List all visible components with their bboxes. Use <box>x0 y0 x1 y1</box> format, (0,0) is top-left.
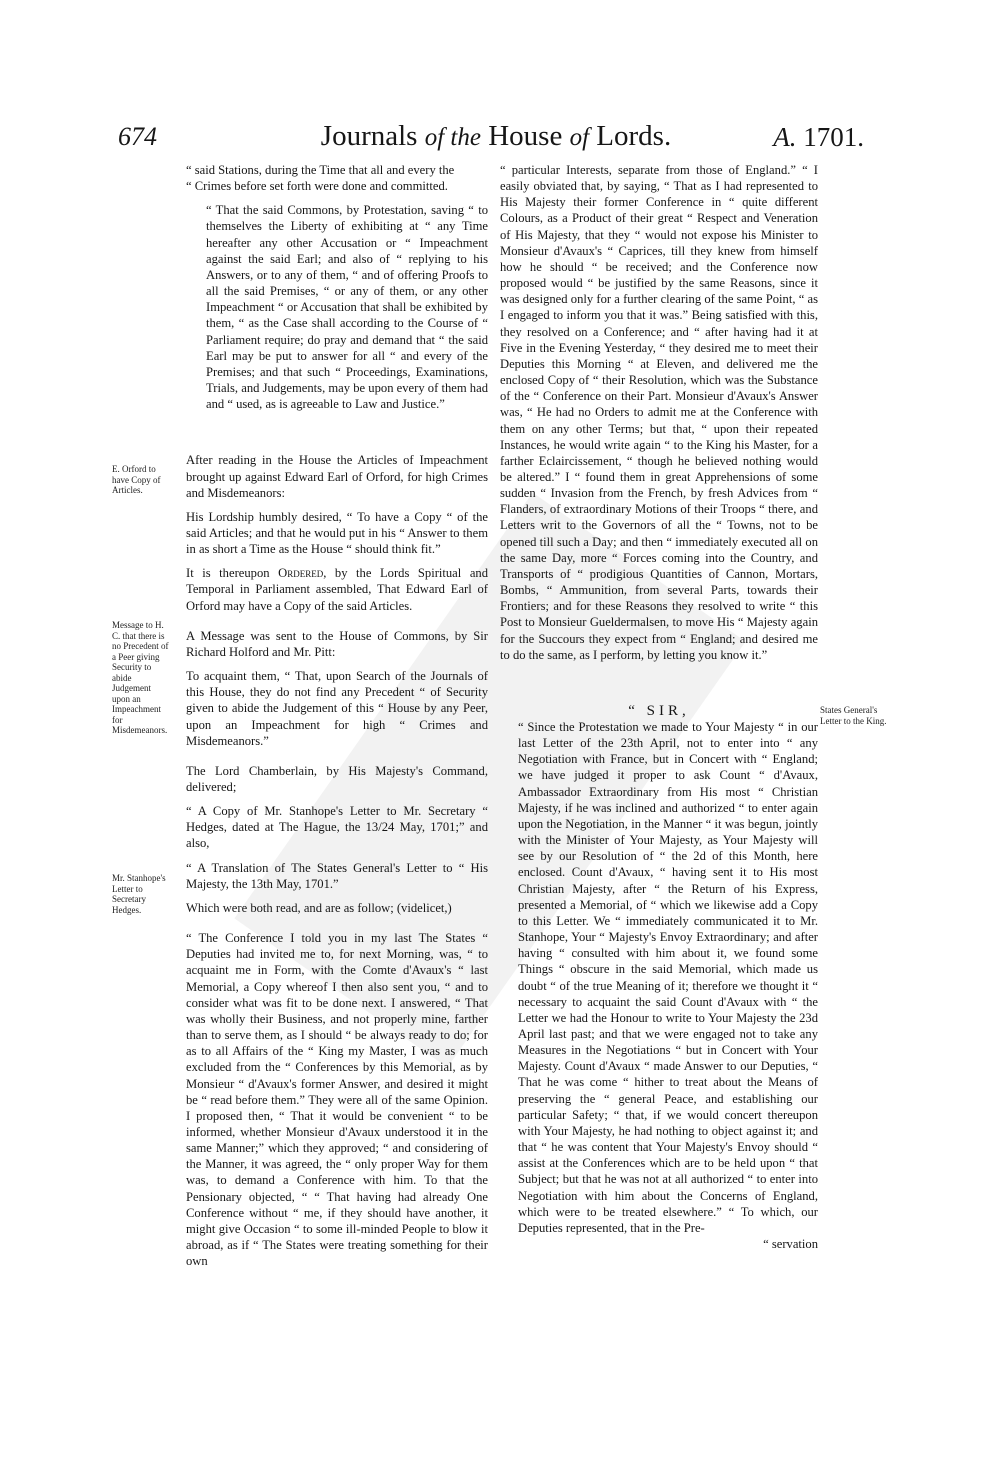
margin-note-stanhope: Mr. Stanhope's Letter to Secretary Hedges. <box>112 873 166 915</box>
message-paragraph: A Message was sent to the House of Commons, by Sir Richard Holford and Mr. Pitt: <box>186 628 488 659</box>
ordered-word: Ordered <box>278 566 324 581</box>
title-word-of: of <box>569 124 590 151</box>
margin-note-message: Message to H. C. that there is no Precedent of a Peer giving Security to abide Judgement upon an Impeachment for Misdemeanors. <box>112 620 169 735</box>
title-word-journals: Journals <box>320 120 418 152</box>
left-line-2: “ Crimes before set forth were done and committed. <box>186 179 448 194</box>
year-label <box>773 122 864 153</box>
ordered-body: , by the Lords Spiritual and Temporal in Parliament assembled, That Edward Earl of Orford may have a Copy of the said Articles. <box>186 566 488 613</box>
ordered-paragraph <box>168 565 488 613</box>
which-read-paragraph: Which were both read, and are as follow; (videlicet,) <box>186 900 452 915</box>
impeachment-reading-paragraph: After reading in the House the Articles of Impeachment brought up against Edward Earl of Orford, for high Crimes and Misdemeanors: <box>186 453 488 500</box>
margin-note-states-general: States General's Letter to the King. <box>820 705 887 726</box>
year-prefix: A. <box>773 122 797 152</box>
states-general-letter: “ Since the Protestation we made to Your Majesty “ in our last Letter of the 23th April, not to enter into “ any Negotiation with France, but in Concert with “ England; we have judged it proper to ask Count “ d'Avaux, Ambassador Extraordinary from His most “ Christian Majesty, if he was inclined and authorized “ to enter again upon the Negotiation, in the Manner “ it was begun, jointly with the Minister of Your Majesty, as Your Majesty will see by our Resolution of “ the 2d of this Month, here enclosed. Count d'Avaux, “ having sent it to His most Christian Majesty, after “ the Return of his Express, presented a Memorial, of “ which we likewise add a Copy to this Letter. We “ immediately communicated it to Mr. Stanhope, Your “ Majesty's Envoy Extraordinary; and after having “ consulted with him about it, we found some Things “ obscure in the said Memorial, which made us doubt “ of the true Meaning of it; therefore we thought it “ necessary to acquaint the said Count d'Avaux with “ the Letter we had the Honour to write to Your Majesty the 23d April last past; and that we were engaged not to take any Measures in the Negotiations “ but in Concert with Your Majesty. Count d'Avaux “ made Answer to our Deputies, “ That he was come “ hither to treat about the Means of preserving the “ general Peace, and establishing our particular Safety; “ that, if we would concert thereupon with Your Majesty, he had nothing to object against it; and that “ he was content that Your Majesty's Envoy should “ assist at the Conferences which are to be held upon “ that Subject; but that he was not at all authorized “ to enter into Negotiation with him about the Concerns of England, which were to be treated elsewhere.” “ To which, our Deputies represented, that in the Pre- <box>518 720 818 1235</box>
protestation-paragraph: “ That the said Commons, by Protestation, saving “ to themselves the Liberty of exhibiting at “ any Time hereafter any other Accusation or “ Impeachment against the said Earl; and also of “ replying to his Answers, or to any of them, “ and of offering Proofs to all the said Premises, “ or any of them, or any other Impeachment “ or Accusation that shall be exhibited by them, “ as the Case shall according to the Course of “ Parliament require; do pray and demand that “ the said Earl may be put to answer for all “ and every of the Premises; and that such “ Proceedings, Examinations, Trials, and Judgements, may be upon every of them had and “ used, as is agreeable to Law and Justice.” <box>206 203 488 412</box>
right-column <box>500 162 818 1252</box>
left-column <box>168 162 488 1269</box>
stanhope-letter-continued: “ particular Interests, separate from those of England.” “ I easily obviated that, by saying, “ That as I had represented to His Majesty their former Conference in “ quite different Colours, as a Product of their great “ Respect and Veneration of His Majesty, that they “ would not expose his Minister to Monsieur d'Avaux's “ Caprices, till they knew from himself how he should “ be received; and the Conference now proposed would “ be justified by the same Reasons, since it was designed only for a further clearing of the same Point, “ as I engaged to inform you that it was.” Being satisfied with this, they resolved on a Conference; and “ after having had it at Five in the Evening Yesterday, “ they desired me to meet their Deputies this Morning “ at Eleven, and delivered me the enclosed Copy of “ their Resolution, which was the Substance of the “ Conference on their Part. Monsieur d'Avaux's Answer was, “ He had no Orders to admit me at the Conference with them on any other Terms; but that, “ upon their repeated Instances, he would write again “ to the King his Master, for a farther Eclaircissement, “ though he believed nothing would be altered.” I “ found them in great Apprehensions of some sudden “ Invasion from the French, by fresh Advices from “ Flanders, of extraordinary Motions of their Troops “ there, and Letters writ to the Governors of all the “ Towns, not to be opened till such a Day; and then “ immediately executed all on the same Day, more “ Forces coming into the Country, and Transports of “ prodigious Quantities of Cannon, Mortars, Bombs, “ Ammunition, from several Parts, towards their Frontiers; and for these Reasons they resolved to write “ this Post to Monsieur Gueldermalsen, to move His “ Majesty again for the Succours they expect from “ England; and desired me to do the same, as I perform, by letting you know it.” <box>500 163 818 662</box>
lord-chamberlain-paragraph: The Lord Chamberlain, by His Majesty's Command, delivered; <box>186 763 488 794</box>
title-word-of-the: of the <box>424 124 481 151</box>
letter-salutation: “ SIR, <box>628 702 690 719</box>
margin-note-orford: E. Orford to have Copy of Articles. <box>112 464 161 495</box>
stanhope-copy-paragraph: “ A Copy of Mr. Stanhope's Letter to Mr. Secretary “ Hedges, dated at The Hague, the 13/24 May, 1701;” and also, <box>186 804 488 851</box>
stanhope-letter-paragraph: “ The Conference I told you in my last The States “ Deputies had invited me to, for next Morning, was, “ to acquaint me in Form, with the Comte d'Avaux's “ last Memorial, a Copy whereof I then also sent you, “ and to consider what was fit to be done next. I answered, “ That was wholly their Business, and not properly mine, farther than to serve them, as I should “ be always ready to do; for as to all Affairs of the “ King my Master, I was as much excluded from the “ Conferences by this Memorial, as by Monsieur “ d'Avaux's former Answer, and desired it might be “ read before them.” They were all of the same Opinion. I proposed then, “ That it would be convenient “ to be informed, whether Monsieur d'Avaux understood it in the same Manner;” which they approved; “ and considering of the Manner, it was agreed, the “ only proper Way for them was, to demand a Conference with him. To that the Pensionary objected, “ “ That having had already One Conference without “ me, if they should have another, it might give Occasion “ to some ill-minded People to blow it abroad, as if “ The States were treating something for their own <box>186 931 488 1269</box>
catchword: “ servation <box>763 1237 818 1251</box>
page-number: 674 <box>118 122 157 151</box>
lordship-desire-paragraph: His Lordship humbly desired, “ To have a Copy “ of the said Articles; and that he would put in his “ Answer to them in as short a Time as the House “ should think fit.” <box>186 509 488 557</box>
ordered-lead: It is thereupon <box>186 566 270 581</box>
running-header <box>0 118 992 158</box>
left-line-1: “ said Stations, during the Time that all and every the <box>186 163 455 177</box>
acquaint-paragraph: To acquaint them, “ That, upon Search of the Journals of this House, they do not find any Precedent “ of Security given to abide the Judgement of this “ House by any Peer, upon an Impeachment for high “ Crimes and Misdemeanors.” <box>186 669 488 748</box>
title-word-house: House <box>488 120 563 152</box>
translation-paragraph: “ A Translation of The States General's Letter to “ His Majesty, the 13th May, 1701.” <box>186 860 488 891</box>
title-word-lords: Lords. <box>596 120 672 152</box>
year-value: 1701. <box>803 122 864 152</box>
